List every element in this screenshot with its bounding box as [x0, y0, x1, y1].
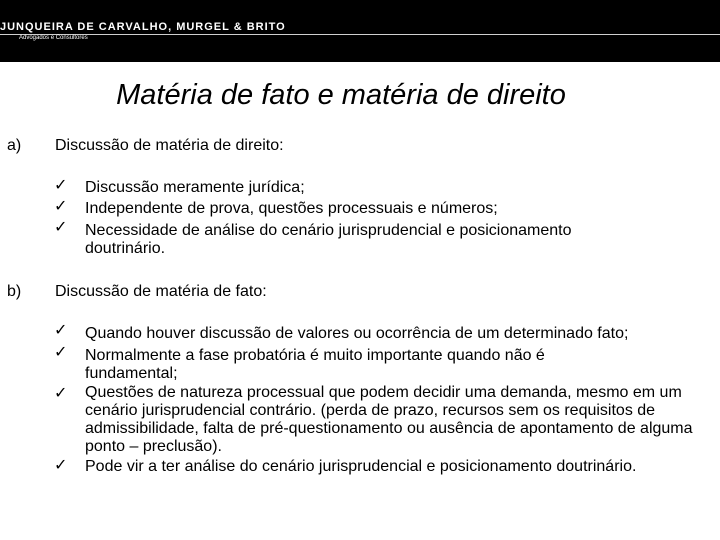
- section-b-marker: b): [7, 283, 22, 300]
- section-b-item: Pode vir a ter análise do cenário jurisprudencial e posicionamento doutrinário.: [85, 458, 637, 475]
- firm-subtitle: Advogados e Consultores: [19, 35, 88, 41]
- section-b-item: Quando houver discussão de valores ou ocorrência de um determinado fato;: [85, 325, 629, 342]
- firm-name: JUNQUEIRA DE CARVALHO, MURGEL & BRITO: [0, 21, 286, 33]
- section-b-item: Questões de natureza processual que podem decidir uma demanda, mesmo em um cenário jurisprudencial contrário. (perda de prazo, recursos sem os requisitos de admissibilidade, falta de pré-questionamento ou ausência de apontamento de alguma ponto – preclusão).: [85, 384, 693, 455]
- header-divider: [0, 34, 720, 35]
- check-icon: ✓: [54, 344, 68, 361]
- section-a-heading: Discussão de matéria de direito:: [55, 137, 284, 154]
- section-b-heading: Discussão de matéria de fato:: [55, 283, 267, 300]
- header-bar: [0, 0, 720, 62]
- section-a-item: Necessidade de análise do cenário jurisprudencial e posicionamento doutrinário.: [85, 222, 572, 257]
- check-icon: ✓: [54, 385, 68, 402]
- section-a-item: Independente de prova, questões processuais e números;: [85, 200, 498, 217]
- section-b-item: Normalmente a fase probatória é muito importante quando não é fundamental;: [85, 347, 545, 382]
- check-icon: ✓: [54, 322, 68, 339]
- slide-title: [0, 79, 720, 112]
- section-a-marker: a): [7, 137, 22, 154]
- slide-title-text: Matéria de fato e matéria de direito: [116, 79, 566, 111]
- check-icon: ✓: [54, 198, 68, 215]
- check-icon: ✓: [54, 219, 68, 236]
- section-a-item: Discussão meramente jurídica;: [85, 179, 305, 196]
- check-icon: ✓: [54, 457, 68, 474]
- check-icon: ✓: [54, 177, 68, 194]
